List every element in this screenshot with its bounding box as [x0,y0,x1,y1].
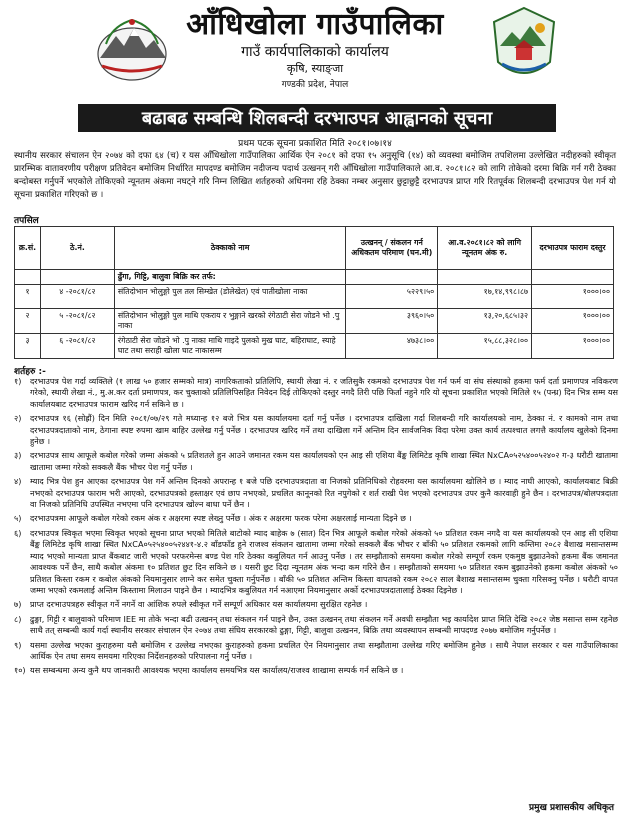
term-number: ५) [14,513,22,524]
cell-quantity: ५२२९।५० [346,285,438,309]
term-text: प्राप्त दरभाउपत्रहरु स्वीकृत गर्ने नगर्ने वा आंशिक रुपले स्वीकृत गर्ने सम्पूर्ण अधिकार यस कार्यालयमा सुरक्षित रहनेछ । [30,599,368,610]
municipality-name: आँधिखोला गाउँपालिका [186,7,444,42]
cell-form-fee: १०००।०० [532,285,614,309]
term-text: ढुङ्गा, गिट्टी र बालुवाको परिमाण IEE मा तोके भन्दा बढी उत्खनन् तथा संकलन गर्न पाइने छैन, उक्त उत्खनन् तथा संकलन गर्ने अवधी सम्झौता भइ कार्यादेश प्राप्त मिति देखि २०८२ जेष्ठ मसान्त सम्म रहनेछ साथै तत् सम्बन्धी कार्य गर्दा स्थानीय सरकार संचालन ऐन २०७४ तथा संघिय सरकारको ढुङ्गा, गिट्टी, बालुवा उत्खनन, बिक्रि तथा व्यवस्थापन सम्बन्धी मापदण्ड २०७७ बमोजिम गर्नुपर्नेछ । [30,613,618,636]
cell-quantity: ३९६०।५० [346,309,438,334]
intro-paragraph: स्थानीय सरकार संचालन ऐन २०७४ को दफा ६४ (च) र यस आँधिखोला गाउँपालिका आर्थिक ऐन २०८१ को दफा १५ अनुसूचि (१४) को व्यवस्था बमोजिम तपशिलमा उल्लेखित नदीहरुको स्वीकृत प्रारम्भिक वातावरणीय परीक्षण प्रतिवेदन बमोजिम निर्धारित मापदण्ड बमोजिम नदीजन्य पदार्थ उत्खनन् गरी आँधिखोला गाउँपालिकाले आ.व. २०८१।८२ को लागि तोकेको दरमा बिक्रि गर्न गरी ठेक्का बन्दोबस्त गर्नुपर्ने भएकोले तोकिएको न्यूनतम अंकमा नघट्ने गरि निम्न लिखित शर्तहरुको अधिनमा रहि ठेक्का नम्बर अनुसार छुट्टाछुट्टै दरभाउपत्र प्राप्त गरि रितपूर्वक शिलबन्दी दरभाउपत्र पेश गर्न यो सूचना प्रकाशित गरिएको छ । [14,151,616,200]
terms-label: शर्तहरु :- [14,367,46,377]
table-row [15,285,614,309]
cell-contract-no: ५ -२०८१/८२ [40,309,114,334]
cell-sn: २ [15,309,41,334]
table-group-row [15,270,614,285]
terms-list [14,376,618,680]
group-label: ढुँगा, गिट्टि, बालुवा बिक्रि कर तर्फ: [114,270,345,285]
contract-table [14,226,614,359]
term-number: २) [14,413,22,424]
term-text: दरभाउपत्रमा आफूले कबोल गरेको रकम अंक र अक्षरमा स्पष्ट लेख्नु पर्नेछ । अंक र अक्षरमा फरक परेमा अक्षरलाई मान्यता दिइने छ । [30,513,412,524]
table-row [15,309,614,334]
notice-title: बढाबढ सम्बन्धि शिलबन्दी दरभाउपत्र आह्वानको सूचना [78,104,556,132]
term-text: यस सम्बन्धमा अन्य कुनै थप जानकारी आवश्यक भएमा कार्यालय समयभित्र यस कार्यालय/राजश्व शाखामा सम्पर्क गर्न सकिने छ । [30,665,404,676]
term-item [14,665,618,676]
term-text: यसमा उल्लेख भएका कुराहरुमा यसै बमोजिम र उल्लेख नभएका कुराहरुको हकमा प्रचलित ऐन नियमानुसार तथा सम्झौतामा उल्लेख गरिए बमोजिम हुनेछ । साथै नेपाल सरकार र यस गाउँपालिकाका आर्थिक ऐन तथा समय समयमा गरिएका निर्देशनहरुको परिपालना गर्नु पर्नेछ । [30,639,618,661]
cell-contract-name: संतिदोभान भोलुङ्गो पुल माथि एकराय र भुङ्गाने खरको रंगेठाटी सेरा जोडने भो .पु नाका [114,309,345,334]
table-header-row [15,227,614,270]
term-number: ३) [14,450,22,461]
cell-sn: ३ [15,334,41,359]
col-header-minimum-amount: आ.व.२०८१।८२ को लागि न्यूनतम अंक रु. [438,227,532,270]
term-text: दरभाउपत्र १६ (सोह्रौं) दिन मिति २०८१/०७/२९ गते मध्यान्ह १२ बजे भित्र यस कार्यालयमा दर्ता गर्नु पर्नेछ । दरभाउपत्र दाखिला गर्दा शिलबन्दी गरि कार्यालयको नाम, ठेक्का नं. र कामको नाम तथा दरभाउपत्रदाताको नाम, ठेगाना स्पष्ट रुपमा खाम बाहिर उल्लेख गर्नु पर्नेछ । दरभाउपत्र खरिद गर्ने तथा दाखिला गर्ने अन्तिम दिन सार्वजनिक विदा परेमा उक्त कार्य तत्पश्चात लगत्तै कार्यालय खुलेको दिनमा हुनेछ । [30,413,618,447]
col-header-sn: क्र.सं. [15,227,41,270]
term-item [14,513,618,524]
signatory-title: प्रमुख प्रशासकीय अधिकृत [528,803,614,813]
term-text: दरभाउपत्र पेश गर्दा व्यक्तिले (१ लाख ५० हजार सम्मको मात्र) नागरिकताको प्रतिलिपि, स्थायी लेखा नं. र जतिसुकै रकमको दरभाउपत्र पेश गर्न फर्म वा संघ संस्थाको हकमा फर्म दर्ता प्रमाणपत्र नविकरण गरेको, स्थायी लेखा नं., मु.अ.कर दर्ता प्रमाणपत्र, कर चुक्ताको प्रतिलिपिसहित निवेदन दिई तोकिएको दस्तुर नगदै तिरी पछि फिर्ता नहुने गरि यो सूचना प्रकाशित भएको मितिले १५ (पन्ध्र) दिन भित्र सम्म यस कार्यालयबाट दरभाउपत्र फाराम खरिद गर्न सकिने छ । [30,376,618,409]
cell-minimum-amount: १५,८८,३२८।०० [438,334,532,359]
publication-date: प्रथम पटक सूचना प्रकाशित मिति २०८१।०७।१४ [238,139,392,149]
term-number: ४) [14,476,22,487]
cell-quantity: ४७३८।०० [346,334,438,359]
term-item [14,528,618,596]
province-name: गण्डकी प्रदेश, नेपाल [281,80,349,90]
term-number: ६) [14,527,22,538]
term-number: १०) [14,665,26,676]
term-text: दरभाउपत्र साथ आफूले कबोल गरेको जम्मा अंकको ५ प्रतिशतले हुन आउने जमानत रकम यस कार्यालयको एन आइ सी एशिया बैंङ्क लिमिटेड कृषि शाखा स्थित NxCA०५२५४००५२४०२ ग-३ धरौटी खातामा खातामा जम्मा गरेको सक्कलै बैंक भौचर पेश गर्नु पर्नेछ । [30,450,618,472]
cell-minimum-amount: १७,१४,९९८।८७ [438,285,532,309]
term-text: दरभाउपत्र स्विकृत भएमा स्विकृत भएको सूचना प्राप्त भएको मितिले बाटोको म्याद बाहेक ७ (सात) दिन भित्र आफूले कबोल गरेको अंकको ५० प्रतिशत रकम नगदै वा यस कार्यालयको एन आइ सी एशिया बैंङ्क लिमिटेड कृषि शाखा स्थित NxCA०५२५४००५२४४१-४.२ बाँडफाँड हुने राजश्व संकलन खातामा जम्मा गरेको सक्कलै बैंक भौचर र बाँकी ५० प्रतिशत रकमको लागि कम्तिमा २०८२ बैशाख मसान्तसम्म म्याद भएको मान्यता प्राप्त बैंकबाट जारी भएको परफरमेन्स बण्ड पेश गरि ठेक्का कबुलियत गर्न आउनु पर्नेछ । तर सम्झौताको समयमा कबोल गरेको सम्पूर्ण रकम एकमुष्ठ बुझाउनेको हकमा बैंक जमानत आवश्यक पर्ने छैन, साथै कबोल अंकमा १० प्रतिशत छुट दिन सकिने छ । यसरी छुट दिदा न्यूनतम अंक भन्दा कम गरिने छैन । सम्झौताको समयमा ५० प्रतिशत रकम बुझाउनेको हकमा कबोल अंकको ५० प्रतिशत किस्ता रकम र कबोल अंकको नियमानुसार लाग्ने कर समेत चुक्ता गर्नुपर्नेछ । बाँकी ५० प्रतिशत अन्तिम किस्ता वापतको रकम २०८२ साल बैशाख मसान्तसम्म चुक्ता गरिसक्नु पर्नेछ । धरौटी वापत जम्मा भएको रकमलाई अन्तिम किस्तामा मिलाउन पाइने छैन । म्यादभित्र कबुलियत गर्न नआएमा नियमानुसार अर्को दरभाउपत्रदातालाई ठेक्का दिइनेछ । [30,527,618,595]
cell-form-fee: १०००।०० [532,309,614,334]
term-item [14,450,618,473]
term-item [14,614,618,637]
term-item [14,599,618,610]
cell-sn: १ [15,285,41,309]
term-item [14,413,618,447]
term-text: म्याद भित्र पेश हुन आएका दरभाउपत्र पेश गर्ने अन्तिम दिनको अपरान्ह १ बजे पछि दरभाउपत्रदाता वा निजको प्रतिनिधिको रोहवरमा यस कार्यालयमा खोलिने छ । म्याद नाघी आएको, कार्यालयबाट बिक्री नभएको दरभाउपत्र फाराम भरी आएको, दरभाउपत्रको हस्ताक्षर एवं छाप नभएको, प्रचलित कानूनको रित नपुगेको र शर्त राखी पेश भएको दरभाउपत्र उपर कुनै कारवाही हुने छैन । दरभाउपत्र/बोलपत्रदाता वा निजको प्रतिनिधि उपस्थित नभएमा पनि दरभाउपत्र खोल्न बाधा पर्ने छैन । [30,476,618,510]
office-name: गाउँ कार्यपालिकाको कार्यालय [241,44,389,60]
term-number: ७) [14,599,22,610]
cell-contract-no: ४ -२०८१/८२ [40,285,114,309]
cell-contract-no: ६ -२०८१/८२ [40,334,114,359]
col-header-quantity: उत्खनन् / संकलन गर्न अधिकतम परिमाण (घन.मी) [346,227,438,270]
term-item [14,376,618,410]
cell-contract-name: रंगेठाटी सेरा जोडने भो .पु नाका माथि गाइदे पुलको मुख घाट, बहिराघाट, स्याहे घाट तथा सराही खोला घाट नाकासम्म [114,334,345,359]
cell-contract-name: संतिदोभान भोलुङ्गो पुल तल सिम्खेत (डोलेखेत) एवं पातीखोला नाका [114,285,345,309]
term-number: ९) [14,639,22,650]
col-header-contract-no: ठे.नं. [40,227,114,270]
term-number: ८) [14,613,22,624]
col-header-contract-name: ठेक्काको नाम [114,227,345,270]
office-location: कृषि, स्याङ्जा [286,62,344,75]
table-row [15,334,614,359]
term-number: १) [14,376,22,386]
term-item [14,640,618,663]
municipality-logo-icon [490,6,558,86]
term-item [14,476,618,510]
col-header-form-fee: दरभाउपत्र फाराम दस्तुर [532,227,614,270]
details-label: तपसिल [14,216,39,226]
cell-form-fee: १०००।०० [532,334,614,359]
letterhead [0,0,630,102]
cell-minimum-amount: १३,२०,६८५।३२ [438,309,532,334]
